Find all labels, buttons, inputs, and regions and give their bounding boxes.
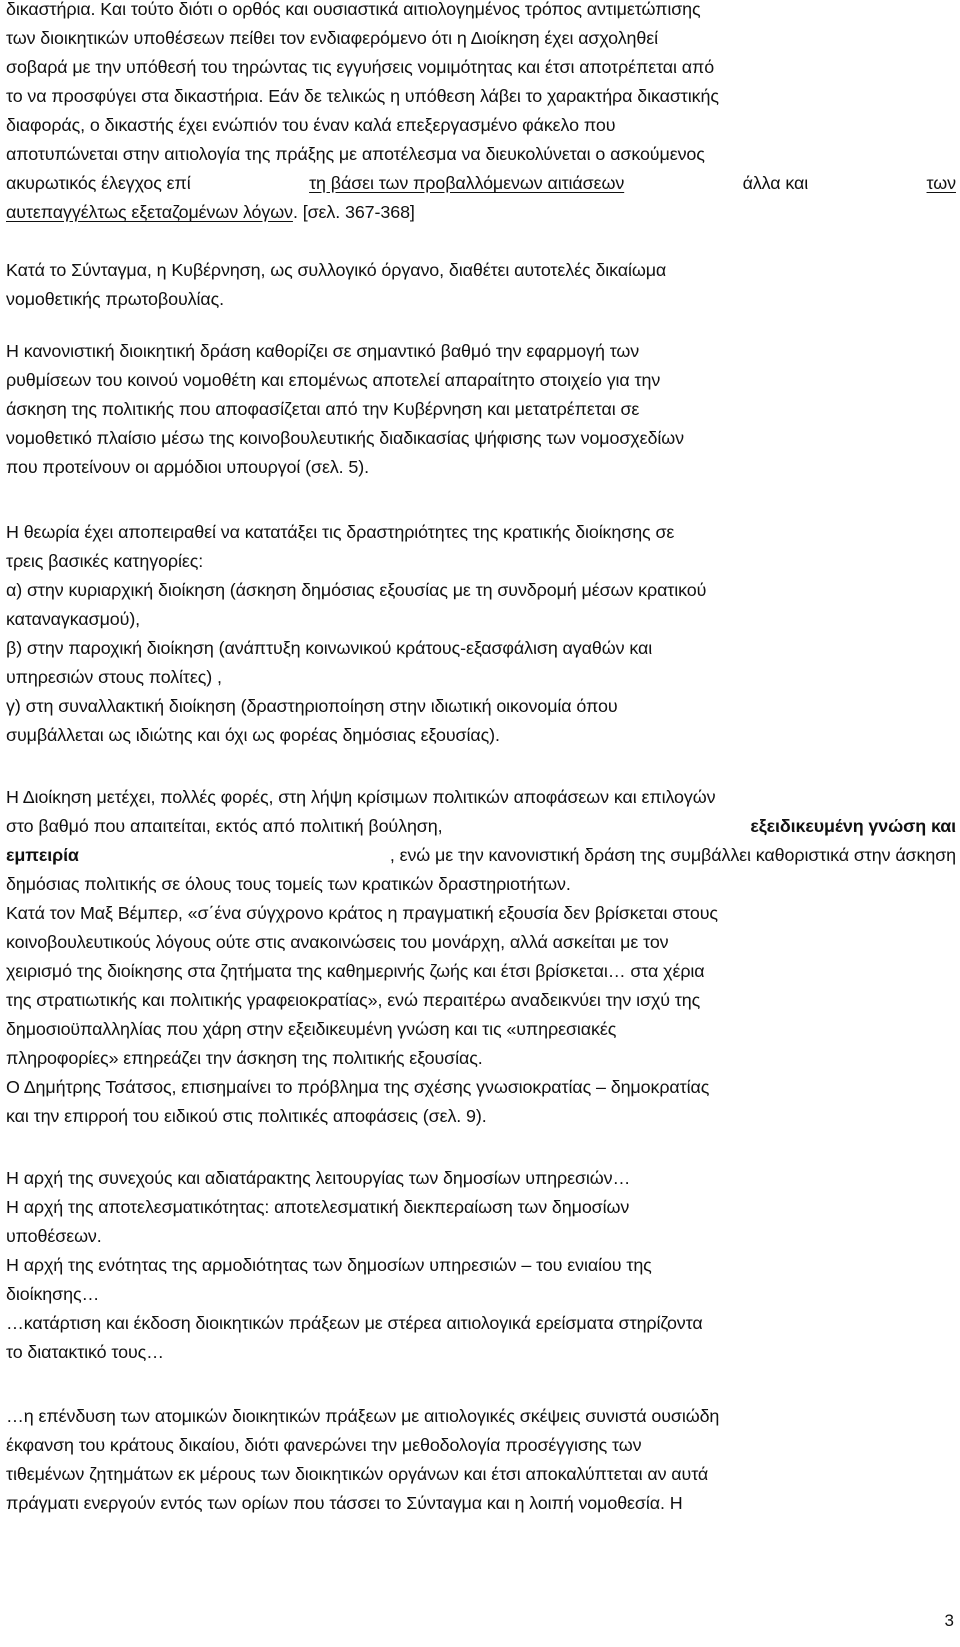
- text-line: διαφοράς, ο δικαστής έχει ενώπιόν του έναν καλά επεξεργασμένο φάκελο που: [6, 115, 616, 135]
- text-line: υπηρεσιών στους πολίτες) ,: [6, 667, 222, 687]
- text-line: πληροφορίες» επηρεάζει την άσκηση της πολιτικής εξουσίας.: [6, 1048, 483, 1068]
- text-line: Η κανονιστική διοικητική δράση καθορίζει σε σημαντικό βαθμό την εφαρμογή των: [6, 341, 640, 361]
- text-line: και την επιρροή του ειδικού στις πολιτικές αποφάσεις (σελ. 9).: [6, 1106, 487, 1126]
- bold-phrase: εμπειρία: [6, 845, 79, 865]
- underlined-phrase: αυτεπαγγέλτως εξεταζομένων λόγων: [6, 202, 293, 222]
- text-line: νομοθετικής πρωτοβουλίας.: [6, 289, 224, 309]
- underlined-phrase: τη βάσει των προβαλλόμενων αιτιάσεων: [309, 173, 625, 193]
- text-line: …κατάρτιση και έκδοση διοικητικών πράξεων με στέρεα αιτιολογικά ερείσματα στηρίζοντα: [6, 1313, 703, 1333]
- text-line: νομοθετικό πλαίσιο μέσω της κοινοβουλευτικής διαδικασίας ψήφισης των νομοσχεδίων: [6, 428, 684, 448]
- text-line: αποτυπώνεται στην αιτιολογία της πράξης με αποτέλεσμα να διευκολύνεται ο ασκούμενος: [6, 144, 705, 164]
- text-line: το διατακτικό τους…: [6, 1342, 164, 1362]
- text-line: κοινοβουλευτικούς λόγους ούτε στις ανακοινώσεις του μονάρχη, αλλά ασκείται με τον: [6, 932, 669, 952]
- text-line: στο βαθμό που απαιτείται, εκτός από πολιτική βούληση, εξειδικευμένη γνώση και: [6, 812, 956, 841]
- text-line: υποθέσεων.: [6, 1226, 102, 1246]
- text-line: Η αρχή της συνεχούς και αδιατάρακτης λειτουργίας των δημοσίων υπηρεσιών…: [6, 1168, 631, 1188]
- text-line: έκφανση του κράτους δικαίου, διότι φανερώνει την μεθοδολογία προσέγγισης των: [6, 1435, 642, 1455]
- text-line: των διοικητικών υποθέσεων πείθει τον ενδιαφερόμενο ότι η Διοίκηση έχει ασχοληθεί: [6, 28, 658, 48]
- text-line: δημοσιοϋπαλληλίας που χάρη στην εξειδικευμένη γνώση και τις «υπηρεσιακές: [6, 1019, 617, 1039]
- text-line: διοίκησης…: [6, 1284, 100, 1304]
- page-number: 3: [944, 1611, 954, 1630]
- text-line: εμπειρία , ενώ με την κανονιστική δράση της συμβάλλει καθοριστικά στην άσκηση: [6, 841, 956, 870]
- text-line: καταναγκασμού),: [6, 609, 141, 629]
- text-line: …η επένδυση των ατομικών διοικητικών πράξεων με αιτιολογικές σκέψεις συνιστά ουσιώδη: [6, 1406, 720, 1426]
- text-line: που προτείνουν οι αρμόδιοι υπουργοί (σελ. 5).: [6, 457, 369, 477]
- text-line: συμβάλλεται ως ιδιώτης και όχι ως φορέας δημόσιας εξουσίας).: [6, 725, 500, 745]
- text-line: σοβαρά με την υπόθεσή του τηρώντας τις εγγυήσεις νομιμότητας και έτσι αποτρέπεται από: [6, 57, 715, 77]
- underlined-phrase: των: [926, 173, 956, 193]
- text-line: δικαστήρια. Και τούτο διότι ο ορθός και ουσιαστικά αιτιολογημένος τρόπος αντιμετώπισης: [6, 0, 701, 19]
- text-line: Η Διοίκηση μετέχει, πολλές φορές, στη λήψη κρίσιμων πολιτικών αποφάσεων και επιλογών: [6, 787, 716, 807]
- text-line: Κατά τον Μαξ Βέμπερ, «σ΄ένα σύγχρονο κράτος η πραγματική εξουσία δεν βρίσκεται στους: [6, 903, 718, 923]
- document-page: [6, 0, 956, 1647]
- text-line: δημόσιας πολιτικής σε όλους τους τομείς των κρατικών δραστηριοτήτων.: [6, 874, 571, 894]
- bold-phrase: εξειδικευμένη γνώση και: [750, 816, 956, 836]
- text-line: ακυρωτικός έλεγχος επί τη βάσει των προβαλλόμενων αιτιάσεων άλλα και των: [6, 169, 956, 198]
- text-line: α) στην κυριαρχική διοίκηση (άσκηση δημόσιας εξουσίας με τη συνδρομή μέσων κρατικού: [6, 580, 707, 600]
- text-line: της στρατιωτικής και πολιτικής γραφειοκρατίας», ενώ περαιτέρω αναδεικνύει την ισχύ της: [6, 990, 701, 1010]
- text-line: πράγματι ενεργούν εντός των ορίων που τάσσει το Σύνταγμα και η λοιπή νομοθεσία. Η: [6, 1493, 683, 1513]
- text-line: γ) στη συναλλακτική διοίκηση (δραστηριοποίηση στην ιδιωτική οικονομία όπου: [6, 696, 618, 716]
- text-line: αυτεπαγγέλτως εξεταζομένων λόγων. [σελ. 367-368]: [6, 202, 415, 222]
- text-line: Η αρχή της αποτελεσματικότητας: αποτελεσματική διεκπεραίωση των δημοσίων: [6, 1197, 630, 1217]
- text-line: τρεις βασικές κατηγορίες:: [6, 551, 204, 571]
- text-line: Η θεωρία έχει αποπειραθεί να κατατάξει τις δραστηριότητες της κρατικής διοίκησης σε: [6, 522, 675, 542]
- text-line: β) στην παροχική διοίκηση (ανάπτυξη κοινωνικού κράτους-εξασφάλιση αγαθών και: [6, 638, 653, 658]
- text-line: τιθεμένων ζητημάτων εκ μέρους των διοικητικών οργάνων και έτσι αποκαλύπτεται αν αυτά: [6, 1464, 709, 1484]
- text-line: άσκηση της πολιτικής που αποφασίζεται από την Κυβέρνηση και μετατρέπεται σε: [6, 399, 640, 419]
- text-line: Η αρχή της ενότητας της αρμοδιότητας των δημοσίων υπηρεσιών – του ενιαίου της: [6, 1255, 652, 1275]
- text-line: ρυθμίσεων του κοινού νομοθέτη και επομένως αποτελεί απαραίτητο στοιχείο για την: [6, 370, 661, 390]
- text-line: Κατά το Σύνταγμα, η Κυβέρνηση, ως συλλογικό όργανο, διαθέτει αυτοτελές δικαίωμα: [6, 260, 667, 280]
- text-line: Ο Δημήτρης Τσάτσος, επισημαίνει το πρόβλημα της σχέσης γνωσιοκρατίας – δημοκρατίας: [6, 1077, 710, 1097]
- text-line: χειρισμό της διοίκησης στα ζητήματα της καθημερινής ζωής και έτσι βρίσκεται… στα χέρια: [6, 961, 705, 981]
- text-line: το να προσφύγει στα δικαστήρια. Εάν δε τελικώς η υπόθεση λάβει το χαρακτήρα δικαστικής: [6, 86, 719, 106]
